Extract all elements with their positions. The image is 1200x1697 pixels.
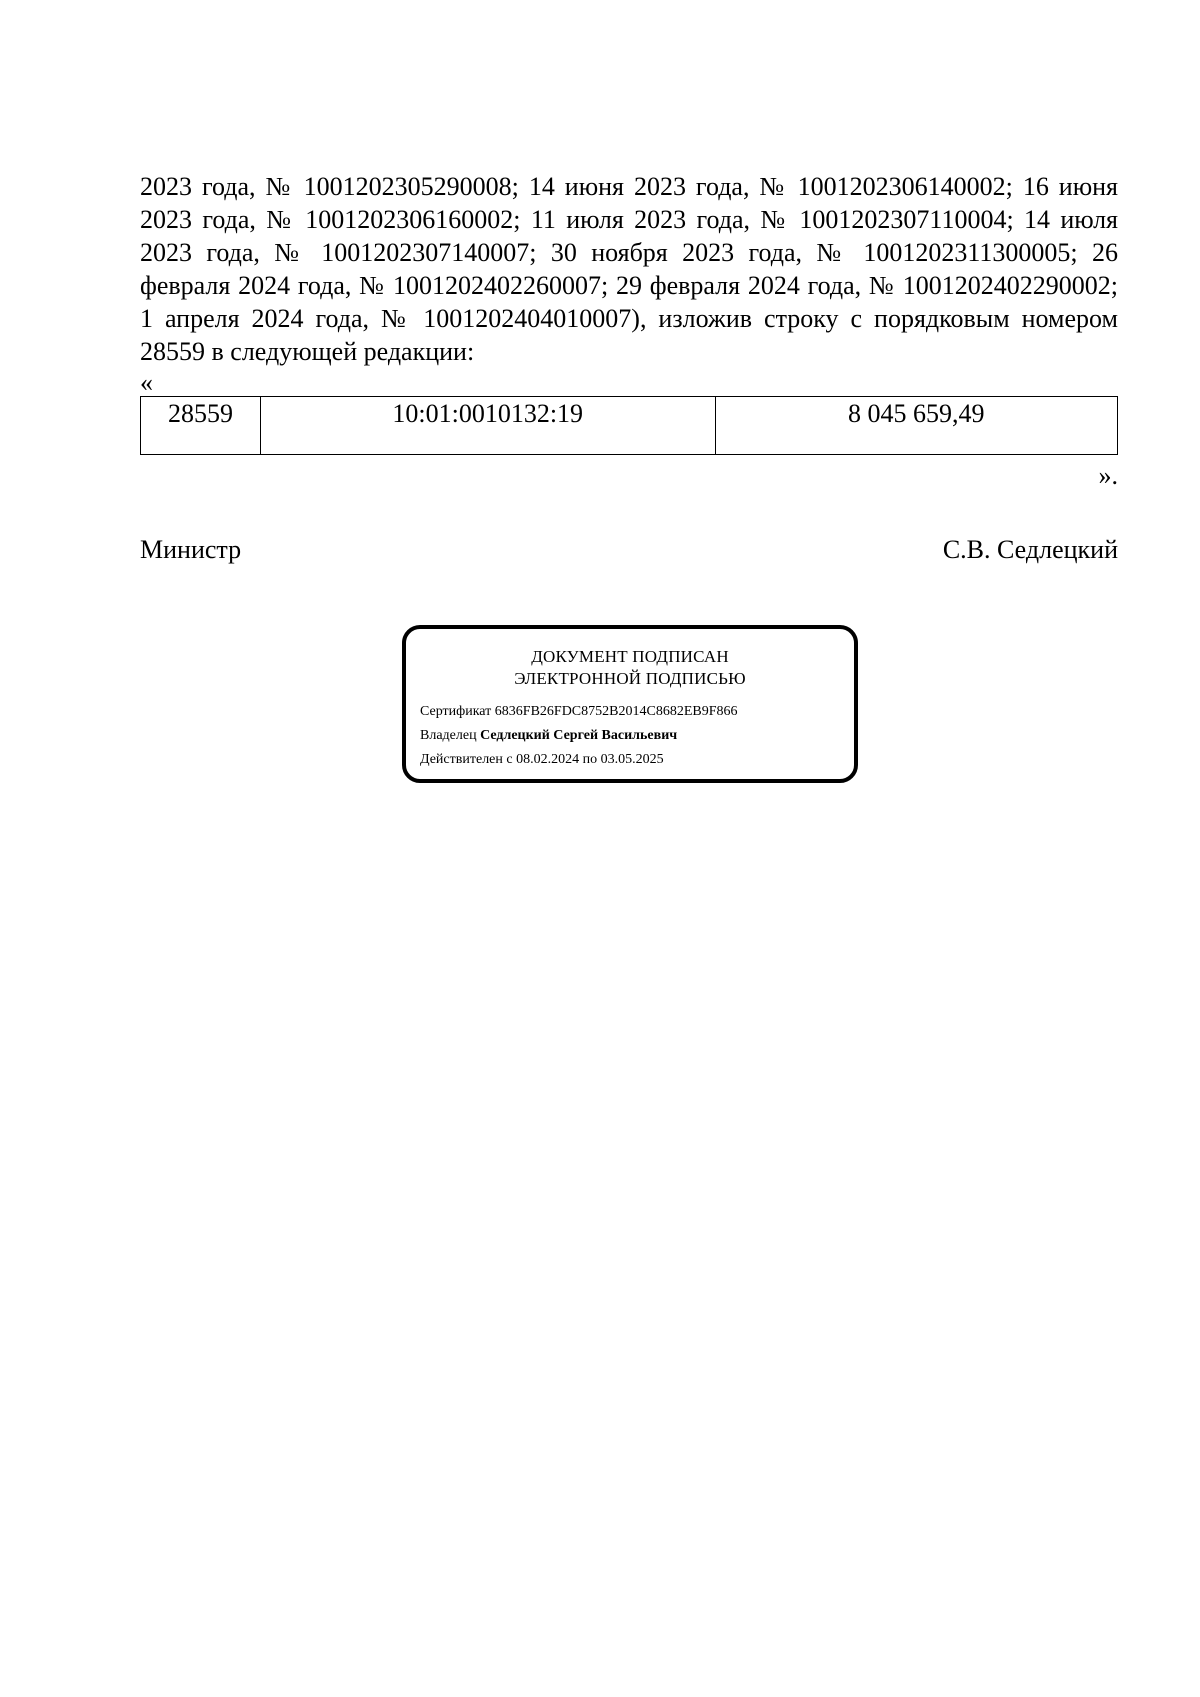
certificate-label: Сертификат: [420, 704, 492, 719]
stamp-title: [406, 646, 854, 690]
valid-from-label: Действителен с: [420, 752, 513, 767]
stamp-certificate-line: [420, 700, 854, 724]
electronic-signature-stamp: [402, 625, 858, 783]
stamp-validity-line: [420, 748, 854, 772]
signatory-position: Министр: [140, 535, 242, 564]
owner-label: Владелец: [420, 728, 477, 743]
valid-to-label: по: [582, 752, 598, 767]
valid-to-date: 03.05.2025: [600, 752, 664, 767]
document-page: [140, 170, 1118, 565]
signature-row: [140, 535, 1118, 565]
stamp-title-line2: ЭЛЕКТРОННОЙ ПОДПИСЬЮ: [514, 669, 746, 688]
table-row: [141, 397, 1118, 455]
owner-value: Седлецкий Сергей Васильевич: [480, 728, 678, 743]
body-paragraph: 2023 года, № 1001202305290008; 14 июня 2023 года, № 1001202306140002; 16 июня 2023 года, № 1001202306160002; 11 июля 2023 года, № 1001202307110004; 14 июля 2023 года, № 1001202307140007; 30 ноября 2023 года, № 1001202311300005; 26 февраля 2024 года, № 1001202402260007; 29 февраля 2024 года, № 1001202402290002; 1 апреля 2024 года, № 1001202404010007), изложив строку с порядковым номером 28559 в следующей редакции:: [140, 172, 1118, 366]
stamp-owner-line: [420, 724, 854, 748]
stamp-title-line1: ДОКУМЕНТ ПОДПИСАН: [531, 647, 729, 666]
signatory-name: С.В. Седлецкий: [942, 535, 1118, 564]
cell-value: 8 045 659,49: [715, 397, 1118, 455]
valid-from-date: 08.02.2024: [516, 752, 580, 767]
opening-quote: «: [140, 368, 153, 397]
closing-quote: ».: [1098, 461, 1118, 490]
cell-number: 28559: [141, 397, 261, 455]
data-table: [140, 396, 1118, 455]
cell-cadastral-number: 10:01:0010132:19: [260, 397, 715, 455]
certificate-value: 6836FB26FDC8752B2014C8682EB9F866: [494, 704, 738, 719]
stamp-details: [420, 700, 854, 772]
